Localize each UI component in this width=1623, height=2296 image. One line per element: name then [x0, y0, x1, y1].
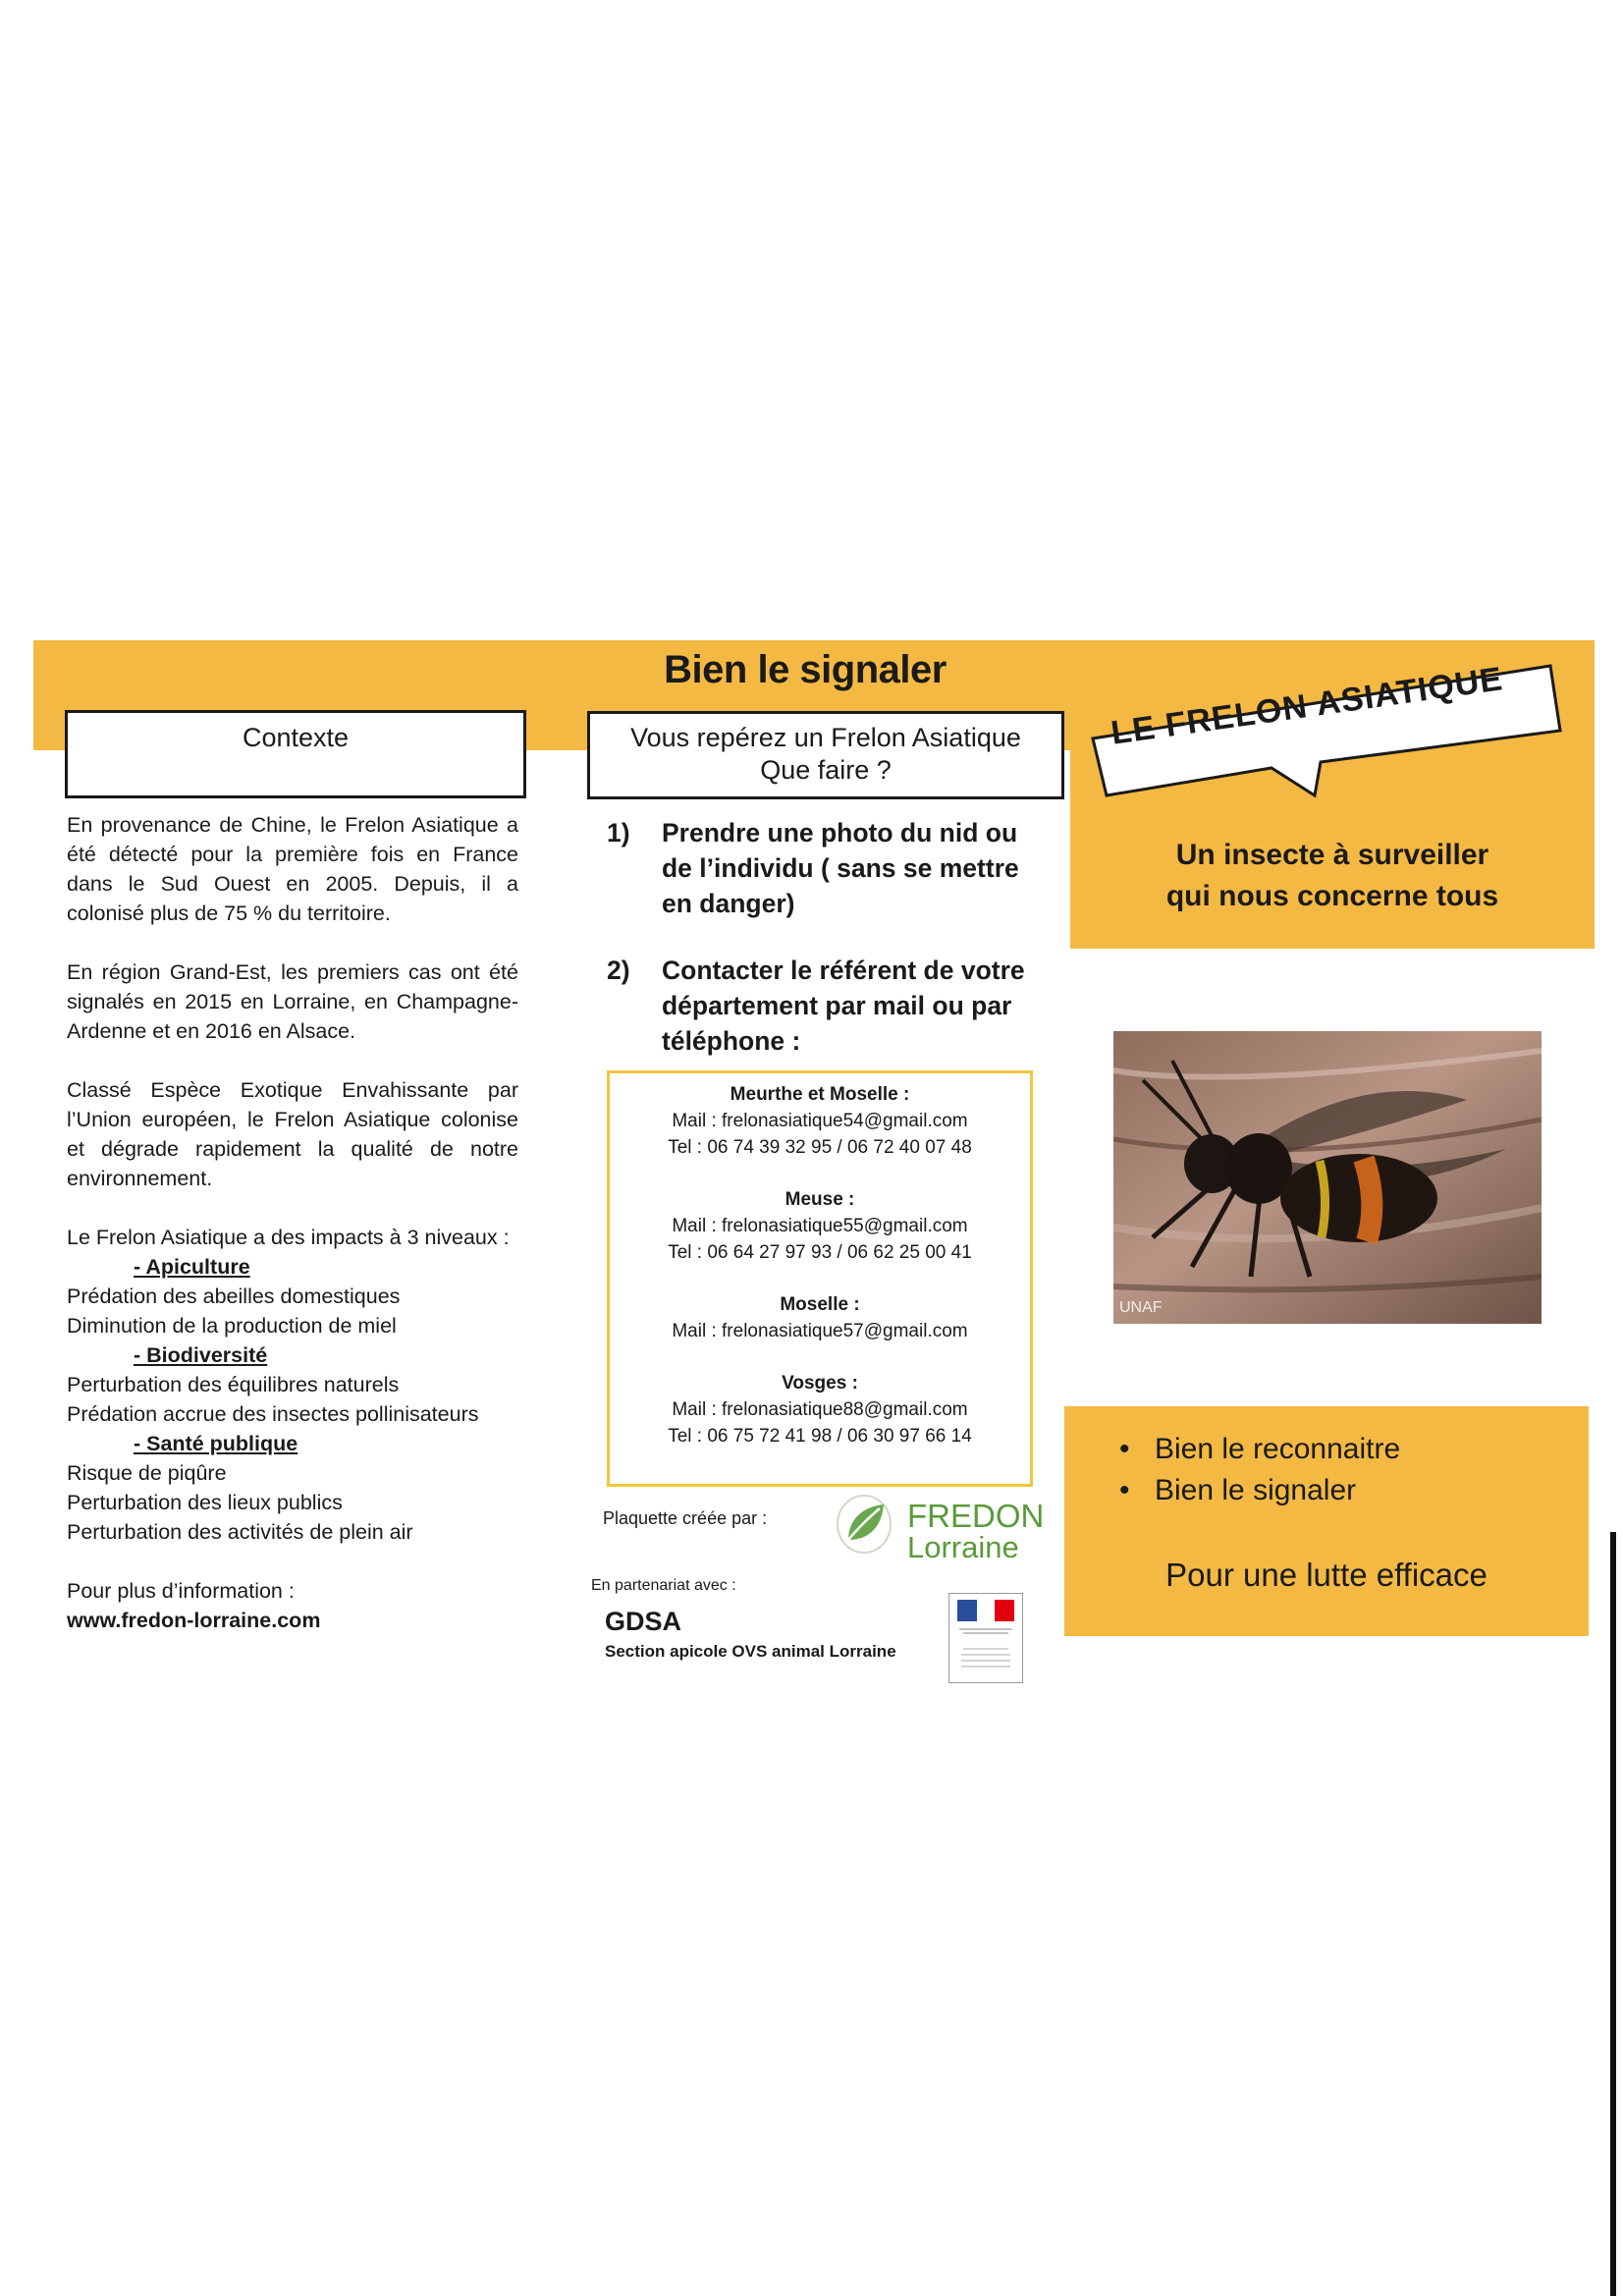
cover-banner-title: LE FRELON ASIATIQUE: [1109, 660, 1506, 752]
step-text: Contacter le référent de votre département par mail ou par téléphone :: [662, 956, 1025, 1056]
step-2: [607, 953, 1039, 1059]
plaquette-label: Plaquette créée par :: [603, 1508, 768, 1528]
contacts-box: [607, 1070, 1033, 1487]
photo-credit: UNAF: [1119, 1299, 1163, 1316]
contact-dept: Moselle :: [780, 1294, 860, 1315]
que-faire-heading-line2: Que faire ?: [760, 755, 892, 785]
prefecture-logo: [948, 1593, 1023, 1683]
info-label: Pour plus d’information :: [67, 1579, 295, 1603]
step-number: 1): [607, 818, 630, 847]
contact-mail[interactable]: Mail : frelonasiatique88@gmail.com: [672, 1399, 968, 1420]
impact-item: Diminution de la production de miel: [67, 1314, 397, 1338]
cover-bullet: • Bien le signaler: [1119, 1470, 1400, 1511]
fredon-region: Lorraine: [907, 1530, 1019, 1564]
impact-item: Perturbation des activités de plein air: [67, 1520, 413, 1544]
contact-mail[interactable]: Mail : frelonasiatique57@gmail.com: [672, 1321, 968, 1341]
contexte-heading: Contexte: [242, 723, 350, 752]
cover-subtitle: [1070, 835, 1595, 917]
impact-item: Risque de piqûre: [67, 1461, 227, 1485]
contact-group: [610, 1291, 1030, 1344]
page-title: Bien le signaler: [664, 648, 947, 691]
contact-group: [610, 1370, 1030, 1449]
contact-mail[interactable]: Mail : frelonasiatique54@gmail.com: [672, 1111, 968, 1131]
gdsa-subtitle: Section apicole OVS animal Lorraine: [605, 1642, 896, 1661]
contexte-text: [67, 810, 518, 1635]
step-text: Prendre une photo du nid ou de l’individu ( sans se mettre en danger): [662, 818, 1019, 918]
impact-item: Prédation accrue des insectes pollinisateurs: [67, 1402, 479, 1426]
contexte-paragraph-3: Classé Espèce Exotique Envahissante par l’Union européen, le Frelon Asiatique colonise et dégrade rapidement la qualité de notre environnement.: [67, 1078, 518, 1190]
cover-bullet-list: [1119, 1429, 1400, 1511]
contact-tel: Tel : 06 64 27 97 93 / 06 62 25 00 41: [668, 1242, 972, 1263]
contexte-paragraph-1: En provenance de Chine, le Frelon Asiatique a été détecté pour la première fois en France dans le Sud Ouest en 2005. Depuis, il a colonisé plus de 75 % du territoire.: [67, 813, 518, 925]
website-link[interactable]: www.fredon-lorraine.com: [67, 1609, 321, 1632]
contexte-paragraph-2: En région Grand-Est, les premiers cas ont été signalés en 2015 en Lorraine, en Champagne-Ardenne et en 2016 en Alsace.: [67, 960, 518, 1043]
impact-item: Perturbation des lieux publics: [67, 1491, 343, 1514]
gdsa-logo: GDSA: [605, 1607, 682, 1636]
cover-bullet: • Bien le reconnaitre: [1119, 1429, 1400, 1470]
que-faire-heading-line1: Vous repérez un Frelon Asiatique: [630, 723, 1021, 752]
contact-dept: Meurthe et Moselle :: [730, 1084, 910, 1105]
fredon-logo-text: [907, 1498, 1045, 1564]
impact-item: Prédation des abeilles domestiques: [67, 1285, 401, 1308]
fredon-leaf-icon: [835, 1493, 893, 1556]
impact-biodiversite-title: - Biodiversité: [134, 1343, 268, 1367]
contexte-paragraph-4: Le Frelon Asiatique a des impacts à 3 niveaux :: [67, 1226, 510, 1249]
impact-item: Perturbation des équilibres naturels: [67, 1373, 400, 1396]
contact-group: [610, 1186, 1030, 1266]
partenariat-label: En partenariat avec :: [591, 1577, 736, 1594]
scan-edge-line: [1610, 1532, 1616, 2296]
step-1: [607, 815, 1039, 921]
cover-slogan: Pour une lutte efficace: [1165, 1557, 1488, 1593]
contexte-heading-box: [65, 710, 526, 798]
contact-tel: Tel : 06 74 39 32 95 / 06 72 40 07 48: [668, 1137, 972, 1158]
contact-group: [610, 1081, 1030, 1161]
fredon-name: FREDON: [907, 1498, 1045, 1534]
contact-mail[interactable]: Mail : frelonasiatique55@gmail.com: [672, 1216, 968, 1236]
contact-dept: Vosges :: [782, 1373, 858, 1394]
cover-subtitle-line1: Un insecte à surveiller: [1175, 839, 1489, 871]
impact-sante-title: - Santé publique: [134, 1432, 298, 1455]
impact-apiculture-title: - Apiculture: [134, 1255, 250, 1279]
cover-subtitle-line2: qui nous concerne tous: [1165, 880, 1499, 912]
que-faire-heading-box: [587, 711, 1064, 799]
hornet-photo: [1113, 1031, 1542, 1324]
contact-dept: Meuse :: [784, 1189, 855, 1210]
step-number: 2): [607, 956, 630, 985]
contact-tel: Tel : 06 75 72 41 98 / 06 30 97 66 14: [668, 1426, 972, 1447]
